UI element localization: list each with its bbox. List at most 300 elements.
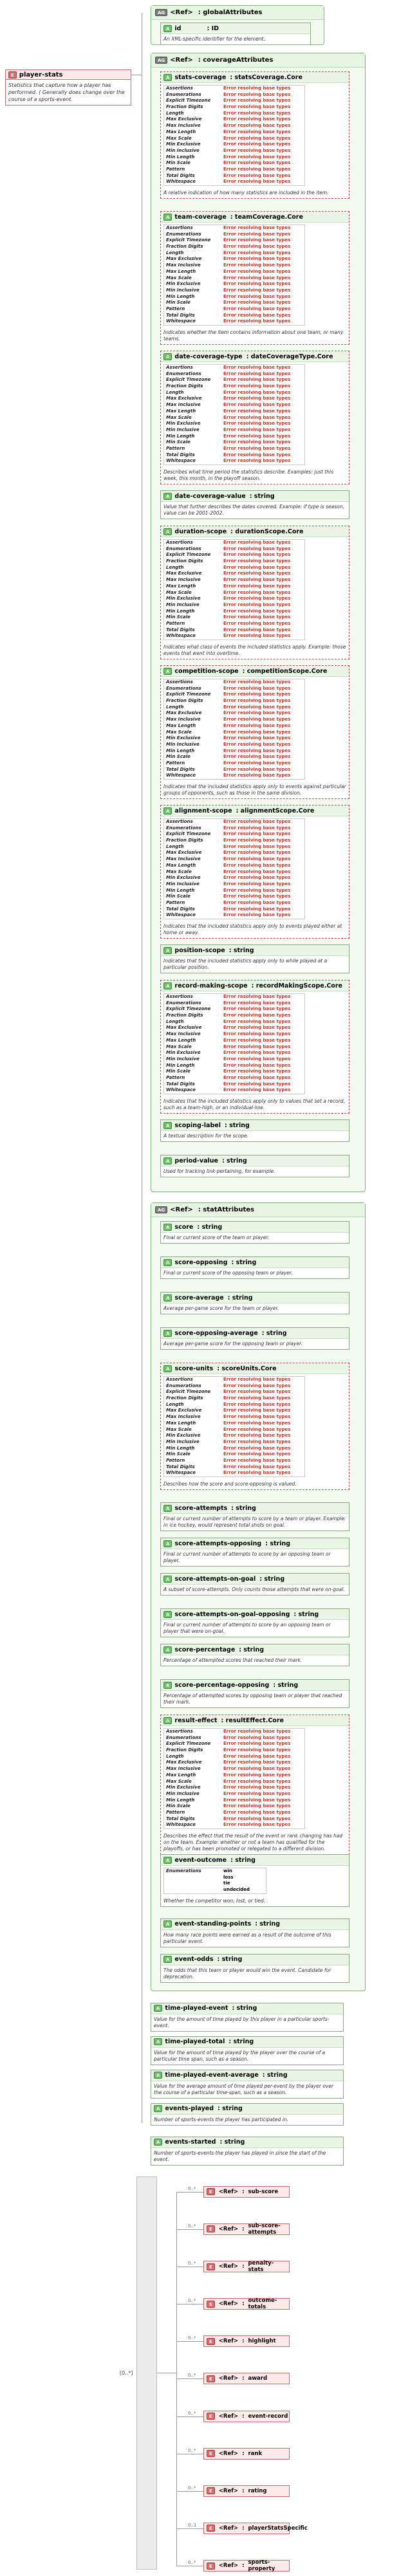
- facet-row: [164, 735, 304, 742]
- facet-value: Error resolving base types: [223, 439, 291, 445]
- facet-row: [164, 1791, 304, 1798]
- facet-key: Total Digits: [166, 172, 195, 178]
- facet-row: [164, 288, 304, 294]
- facet-key: Min Inclusive: [166, 1056, 200, 1062]
- facet-key: Explicit Timezone: [166, 377, 211, 383]
- facet-key: Min Scale: [166, 894, 191, 899]
- facet-row: [164, 1741, 304, 1747]
- attribute-stats-coverage[interactable]: [160, 71, 349, 199]
- element-badge: E: [207, 2188, 215, 2195]
- ref-sep: :: [242, 2413, 245, 2420]
- facet-key: Assertions: [166, 1729, 193, 1734]
- root-element[interactable]: [5, 69, 131, 106]
- attribute-event-odds[interactable]: [160, 1954, 349, 1983]
- facet-key: Min Length: [166, 433, 195, 439]
- facet-key: Total Digits: [166, 766, 195, 772]
- facet-value: Error resolving base types: [223, 540, 291, 545]
- attribute-name: score-average: [174, 1294, 224, 1302]
- facet-row: [164, 452, 304, 459]
- attribute-team-coverage[interactable]: [160, 211, 349, 345]
- facet-key: Max Exclusive: [166, 850, 202, 856]
- ref-outcome-totals[interactable]: [203, 2298, 290, 2310]
- attribute-events-played[interactable]: [151, 2103, 344, 2126]
- attribute-time-played-total[interactable]: [151, 2036, 344, 2065]
- facet-key: Pattern: [166, 899, 185, 905]
- facet-key: Fraction Digits: [166, 1747, 203, 1753]
- attribute-time-played-event-average[interactable]: [151, 2070, 344, 2099]
- attribute-type: : string: [228, 946, 254, 954]
- element-badge: E: [207, 2487, 215, 2494]
- attribute-score-percentage-opposing[interactable]: [160, 1679, 349, 1708]
- attribute-type: : string: [231, 1504, 256, 1512]
- facet-key: Max Inclusive: [166, 717, 201, 722]
- ref-sub-score-attempts[interactable]: [203, 2223, 290, 2235]
- ref-connector: [176, 2341, 203, 2342]
- attribute-type: : dateCoverageType.Core: [246, 353, 333, 360]
- facet-row: [164, 1013, 304, 1019]
- facet-row: [164, 730, 304, 736]
- facet-row: [164, 1006, 304, 1013]
- facet-value: Error resolving base types: [223, 1464, 291, 1469]
- facet-value: Error resolving base types: [223, 1414, 291, 1420]
- facet-value: Error resolving base types: [223, 1408, 291, 1413]
- facet-key: Pattern: [166, 306, 185, 311]
- facet-row: [164, 377, 304, 383]
- ref-sep: :: [242, 2525, 245, 2532]
- attribute-doc: Indicates whether the item contains information about one team, or many teams.: [163, 329, 344, 342]
- stat-attributes-group[interactable]: [151, 1202, 366, 1991]
- facet-row: [164, 1044, 304, 1051]
- facet-row: [164, 1056, 304, 1063]
- ref-connector: [176, 2491, 203, 2492]
- attribute-score-attempts-on-goal-opposing[interactable]: [160, 1608, 349, 1637]
- attribute-badge: A: [163, 25, 172, 32]
- attribute-badge: A: [163, 1365, 172, 1372]
- attribute-score-opposing-average[interactable]: [160, 1327, 349, 1350]
- ref-cardinality: 0..*: [188, 2261, 196, 2267]
- facet-key: Max Exclusive: [166, 116, 202, 122]
- ref-name: sports-property: [248, 2559, 275, 2572]
- facet-row: [164, 250, 304, 257]
- facet-value: Error resolving base types: [223, 729, 291, 735]
- facet-row: [164, 869, 304, 876]
- attribute-score-attempts-on-goal[interactable]: [160, 1573, 349, 1596]
- attribute-id[interactable]: [160, 23, 311, 45]
- ref-name: event-record: [248, 2413, 288, 2420]
- facet-key: Explicit Timezone: [166, 237, 211, 243]
- group-type: : globalAttributes: [198, 9, 263, 16]
- facet-value: Error resolving base types: [223, 1377, 291, 1382]
- attribute-name: score-attempts-on-goal: [174, 1575, 256, 1583]
- attribute-date-coverage-value[interactable]: [160, 490, 349, 519]
- facet-value: Error resolving base types: [223, 894, 291, 899]
- facet-key: Min Inclusive: [166, 287, 200, 293]
- facet-row: [164, 1019, 304, 1026]
- attribute-position-scope[interactable]: [160, 944, 349, 973]
- attribute-duration-scope[interactable]: [160, 526, 349, 659]
- facet-row: [164, 237, 304, 244]
- attribute-score[interactable]: [160, 1221, 349, 1244]
- facet-key: Fraction Digits: [166, 104, 203, 110]
- facet-value: Error resolving base types: [223, 166, 291, 172]
- attribute-period-value[interactable]: [160, 1155, 349, 1177]
- global-attributes-group[interactable]: [151, 5, 324, 45]
- facet-key: Min Inclusive: [166, 741, 200, 747]
- facet-value: Error resolving base types: [223, 262, 291, 268]
- facet-key: Max Exclusive: [166, 1408, 202, 1413]
- attribute-doc: Final or current number of attempts to score by an opposing team or player.: [163, 1551, 331, 1563]
- ref-playerStatsSpecific[interactable]: [203, 2523, 308, 2534]
- facet-key: Whitespace: [166, 1087, 196, 1093]
- facet-value: Error resolving base types: [223, 318, 291, 324]
- facet-key: Total Digits: [166, 1081, 195, 1087]
- attribute-name: competition-scope: [174, 667, 239, 675]
- facet-value: Error resolving base types: [223, 268, 291, 274]
- facet-key: Max Inclusive: [166, 262, 201, 268]
- facet-row: [164, 1414, 304, 1421]
- ref-label: <Ref>: [218, 2301, 239, 2308]
- element-badge: E: [8, 71, 17, 78]
- facet-value: Error resolving base types: [223, 692, 291, 697]
- facet-key: Max Length: [166, 129, 196, 134]
- facet-row: [164, 1458, 304, 1464]
- facet-key: Length: [166, 564, 184, 570]
- element-badge: E: [207, 2338, 215, 2345]
- facet-value: Error resolving base types: [223, 875, 291, 881]
- ref-sub-score[interactable]: [203, 2186, 290, 2198]
- facet-row: [164, 142, 304, 148]
- attribute-type: : string: [227, 1294, 253, 1302]
- attribute-doc: A textual description for the scope.: [163, 1133, 249, 1139]
- facet-key: Max Length: [166, 862, 196, 868]
- facet-value: Error resolving base types: [223, 887, 291, 893]
- facet-row: [164, 558, 304, 565]
- facet-value: Error resolving base types: [223, 1803, 291, 1809]
- attribute-alignment-scope[interactable]: [160, 805, 349, 939]
- ref-name: rank: [248, 2450, 263, 2457]
- attribute-doc: Final or current number of attempts to score by an opposing team or player that were on-goal.: [163, 1622, 331, 1634]
- facet-key-blank: [164, 1887, 223, 1893]
- group-ref-label: <Ref>: [170, 9, 193, 16]
- facet-value: Error resolving base types: [223, 1031, 291, 1037]
- facet-row: [164, 1389, 304, 1395]
- facet-value: Error resolving base types: [223, 1451, 291, 1457]
- attribute-type: : string: [249, 492, 275, 500]
- facet-key: Max Scale: [166, 135, 192, 141]
- facet-key: Max Length: [166, 1037, 196, 1043]
- facet-row: [164, 167, 304, 173]
- facet-row: [164, 1464, 304, 1471]
- ref-connector: [176, 2304, 203, 2305]
- facet-row: [164, 1754, 304, 1760]
- attribute-doc: Describes the effect that the result of the event or rank changing has had on the team. Example: whether or not a team has qualified for the playoffs, or has been promoted or relegated to a different division.: [163, 1833, 343, 1852]
- attribute-doc: Number of sports-events the player has participated in.: [154, 2116, 288, 2122]
- attribute-badge: A: [163, 982, 172, 989]
- facet-value: Error resolving base types: [223, 427, 291, 432]
- ref-label: <Ref>: [218, 2487, 239, 2494]
- ref-highlight[interactable]: [203, 2335, 290, 2347]
- facet-row: [164, 1729, 304, 1735]
- facet-value: Error resolving base types: [223, 1056, 291, 1062]
- ref-penalty-stats[interactable]: [203, 2261, 290, 2272]
- attribute-name: time-played-event-average: [165, 2072, 259, 2079]
- facet-key: Length: [166, 704, 184, 710]
- attribute-type: : scoreUnits.Core: [217, 1365, 277, 1372]
- facet-key: Whitespace: [166, 773, 196, 778]
- facet-key: Length: [166, 1753, 184, 1759]
- facet-value: Error resolving base types: [223, 856, 291, 862]
- facet-key: Min Length: [166, 1797, 195, 1803]
- facet-key: Max Length: [166, 722, 196, 728]
- facet-value: Error resolving base types: [223, 1044, 291, 1049]
- attribute-date-coverage-type[interactable]: [160, 351, 349, 484]
- facet-value: Error resolving base types: [223, 608, 291, 614]
- attribute-badge: A: [163, 1717, 172, 1724]
- facet-row: [164, 1798, 304, 1804]
- facet-value: Error resolving base types: [223, 819, 291, 824]
- facet-value: Error resolving base types: [223, 256, 291, 262]
- sequence-compositor[interactable]: [136, 2176, 157, 2570]
- ref-cardinality: 0..*: [188, 2410, 196, 2416]
- attribute-score-average[interactable]: [160, 1292, 349, 1314]
- facet-key: Fraction Digits: [166, 558, 203, 564]
- facet-key-blank: [164, 1881, 223, 1887]
- facets-table: [163, 225, 305, 326]
- facet-key: Total Digits: [166, 627, 195, 632]
- facet-key: Min Exclusive: [166, 142, 201, 147]
- facets-table: [163, 85, 305, 186]
- facet-key: Explicit Timezone: [166, 98, 211, 104]
- facet-value: Error resolving base types: [223, 1753, 291, 1759]
- facet-row: [164, 129, 304, 136]
- attribute-doc: An XML-specific identifier for the element.: [163, 36, 265, 42]
- ref-name: playerStatsSpecific: [248, 2525, 308, 2532]
- ref-label: <Ref>: [218, 2188, 239, 2195]
- facet-value: Error resolving base types: [223, 91, 291, 97]
- facet-key: Min Scale: [166, 439, 191, 445]
- facet-row: [164, 717, 304, 723]
- facet-key: Min Scale: [166, 1803, 191, 1809]
- facet-row: [164, 306, 304, 313]
- facet-row: [164, 1747, 304, 1754]
- facet-row: [164, 179, 304, 185]
- facet-row: [164, 692, 304, 698]
- facet-value: Error resolving base types: [223, 147, 291, 153]
- facet-key: Pattern: [166, 445, 185, 451]
- ref-cardinality: 0..*: [188, 2485, 196, 2490]
- attribute-event-standing-points[interactable]: [160, 1918, 349, 1947]
- attribute-doc: Indicates that the included statistics apply only to events against particular groups of opponents, such as those in the same division.: [163, 784, 346, 796]
- facet-row: [164, 1439, 304, 1446]
- attribute-type: : string: [232, 2005, 257, 2012]
- attribute-type: : string: [231, 1258, 257, 1266]
- attribute-doc: Average per-game score for the team or player.: [163, 1305, 279, 1311]
- attribute-name: score-units: [174, 1365, 214, 1372]
- attribute-type: : recordMakingScope.Core: [251, 982, 342, 989]
- facet-key: Max Length: [166, 408, 196, 414]
- facet-row: [164, 383, 304, 390]
- facet-value: Error resolving base types: [223, 383, 291, 389]
- attribute-score-units[interactable]: [160, 1363, 349, 1490]
- ref-award[interactable]: [203, 2373, 290, 2384]
- facet-key: Explicit Timezone: [166, 1006, 211, 1012]
- facet-key: Assertions: [166, 86, 193, 91]
- attribute-event-outcome[interactable]: [160, 1854, 349, 1907]
- attribute-record-making-scope[interactable]: [160, 980, 349, 1114]
- element-badge: E: [207, 2225, 215, 2232]
- attribute-score-opposing[interactable]: [160, 1256, 349, 1279]
- attribute-competition-scope[interactable]: [160, 665, 349, 799]
- facet-key: Min Length: [166, 608, 195, 614]
- facet-value: Error resolving base types: [223, 408, 291, 414]
- facet-row: [164, 614, 304, 621]
- facet-row: [164, 232, 304, 238]
- facets-table: [163, 539, 305, 640]
- attribute-type: : string: [197, 1223, 223, 1231]
- facet-value: Error resolving base types: [223, 452, 291, 457]
- ref-connector: [176, 2378, 203, 2379]
- facet-row: [164, 1421, 304, 1427]
- facet-value: Error resolving base types: [223, 1785, 291, 1790]
- attribute-doc: Describes how the score and score-opposing is valued.: [163, 1481, 297, 1487]
- facet-value: Error resolving base types: [223, 433, 291, 439]
- attribute-events-started[interactable]: [151, 2137, 344, 2166]
- facet-row: [164, 427, 304, 434]
- ref-sep: :: [242, 2301, 245, 2308]
- facet-row: [164, 571, 304, 577]
- facet-key: Pattern: [166, 166, 185, 172]
- facet-value: Error resolving base types: [223, 1087, 291, 1093]
- facet-key: Min Length: [166, 748, 195, 753]
- facet-value: Error resolving base types: [223, 741, 291, 747]
- facet-row: [164, 1446, 304, 1452]
- ref-label: <Ref>: [218, 2375, 239, 2382]
- facet-key: Whitespace: [166, 318, 196, 324]
- attribute-badge: A: [163, 1122, 172, 1129]
- facet-value: Error resolving base types: [223, 1778, 291, 1784]
- ref-name: sub-score: [248, 2188, 279, 2195]
- ref-rating[interactable]: [203, 2485, 290, 2497]
- facet-row: [164, 313, 304, 319]
- facet-row: [164, 262, 304, 269]
- facet-row: [164, 92, 304, 98]
- facet-row: [164, 225, 304, 232]
- facet-value: Error resolving base types: [223, 843, 291, 849]
- attribute-type: : string: [217, 1956, 243, 1964]
- attribute-doc: Whether the competitor won, lost, or tied.: [163, 1897, 266, 1904]
- facet-value: Error resolving base types: [223, 685, 291, 691]
- facet-row: [164, 710, 304, 717]
- facet-value: Error resolving base types: [223, 154, 291, 160]
- attribute-badge: A: [163, 1224, 172, 1231]
- facet-value: Error resolving base types: [223, 1050, 291, 1056]
- facet-row: [164, 1395, 304, 1402]
- ref-sep: :: [242, 2263, 245, 2270]
- ref-sports-property[interactable]: [203, 2560, 290, 2571]
- ref-cardinality: 0..*: [188, 2447, 196, 2453]
- facet-row: [164, 773, 304, 779]
- ref-rank[interactable]: [203, 2448, 290, 2460]
- attribute-type: : alignmentScope.Core: [236, 807, 315, 814]
- facet-key: Assertions: [166, 365, 193, 370]
- facet-key: Max Exclusive: [166, 1760, 202, 1765]
- facet-value: Error resolving base types: [223, 748, 291, 753]
- attribute-name: score-attempts-opposing: [174, 1540, 262, 1547]
- facet-row: [164, 888, 304, 894]
- facet-value: Error resolving base types: [223, 589, 291, 595]
- facet-value: Error resolving base types: [223, 371, 291, 376]
- facet-row: [164, 838, 304, 844]
- coverage-attributes-group[interactable]: [151, 53, 366, 1192]
- attribute-type: : string: [224, 1121, 250, 1129]
- attribute-badge: A: [163, 353, 172, 360]
- facet-row: [164, 1038, 304, 1044]
- facet-value: Error resolving base types: [223, 1420, 291, 1426]
- attribute-type: : string: [228, 2038, 254, 2046]
- facet-value: Error resolving base types: [223, 735, 291, 741]
- facet-row: [164, 244, 304, 250]
- facet-key: Whitespace: [166, 633, 196, 639]
- attribute-type: : string: [259, 1575, 285, 1583]
- group-ref-label: <Ref>: [170, 57, 193, 64]
- facet-value: Error resolving base types: [223, 862, 291, 868]
- facet-key: Min Inclusive: [166, 147, 200, 153]
- attribute-type: : string: [273, 1681, 299, 1689]
- facet-row: [164, 281, 304, 288]
- attribute-badge: A: [154, 2105, 162, 2112]
- attribute-badge: A: [163, 1611, 172, 1618]
- facet-value: Error resolving base types: [223, 1747, 291, 1753]
- attribute-scoping-label[interactable]: [160, 1119, 349, 1142]
- facet-value: Error resolving base types: [223, 275, 291, 281]
- attribute-score-attempts-opposing[interactable]: [160, 1538, 349, 1567]
- facet-value: Error resolving base types: [223, 627, 291, 632]
- attribute-type: : statsCoverage.Core: [230, 73, 303, 81]
- facet-row: [164, 819, 304, 825]
- ref-sep: :: [242, 2338, 245, 2345]
- facet-key: Min Scale: [166, 300, 191, 306]
- attribute-name: time-played-total: [165, 2038, 225, 2046]
- facet-value: Error resolving base types: [223, 825, 291, 831]
- facet-value: Error resolving base types: [223, 86, 291, 91]
- facet-value: Error resolving base types: [223, 1760, 291, 1765]
- ref-name: outcome-totals: [248, 2297, 277, 2311]
- attribute-badge: A: [163, 1920, 172, 1927]
- attribute-badge: A: [154, 2005, 162, 2012]
- group-type: : statAttributes: [198, 1206, 254, 1213]
- ref-event-record[interactable]: [203, 2411, 290, 2422]
- attribute-score-percentage[interactable]: [160, 1644, 349, 1666]
- facet-row: [164, 590, 304, 596]
- facet-row: [164, 104, 304, 111]
- facet-value: Error resolving base types: [223, 396, 291, 401]
- facet-value: Error resolving base types: [223, 838, 291, 843]
- facet-row: [164, 275, 304, 282]
- facet-key: Fraction Digits: [166, 1013, 203, 1018]
- facet-row: [164, 136, 304, 142]
- attribute-badge: A: [163, 1682, 172, 1689]
- facet-value: Error resolving base types: [223, 773, 291, 778]
- facet-value: Error resolving base types: [223, 571, 291, 576]
- attribute-score-attempts[interactable]: [160, 1502, 349, 1531]
- attribute-name: event-standing-points: [174, 1920, 252, 1928]
- facets-table: [163, 1728, 305, 1829]
- attribute-name: stats-coverage: [174, 73, 227, 81]
- attribute-name: date-coverage-type: [174, 353, 243, 360]
- attribute-result-effect[interactable]: [160, 1715, 349, 1855]
- facet-key: Explicit Timezone: [166, 1389, 211, 1395]
- attribute-time-played-event[interactable]: [151, 2003, 344, 2032]
